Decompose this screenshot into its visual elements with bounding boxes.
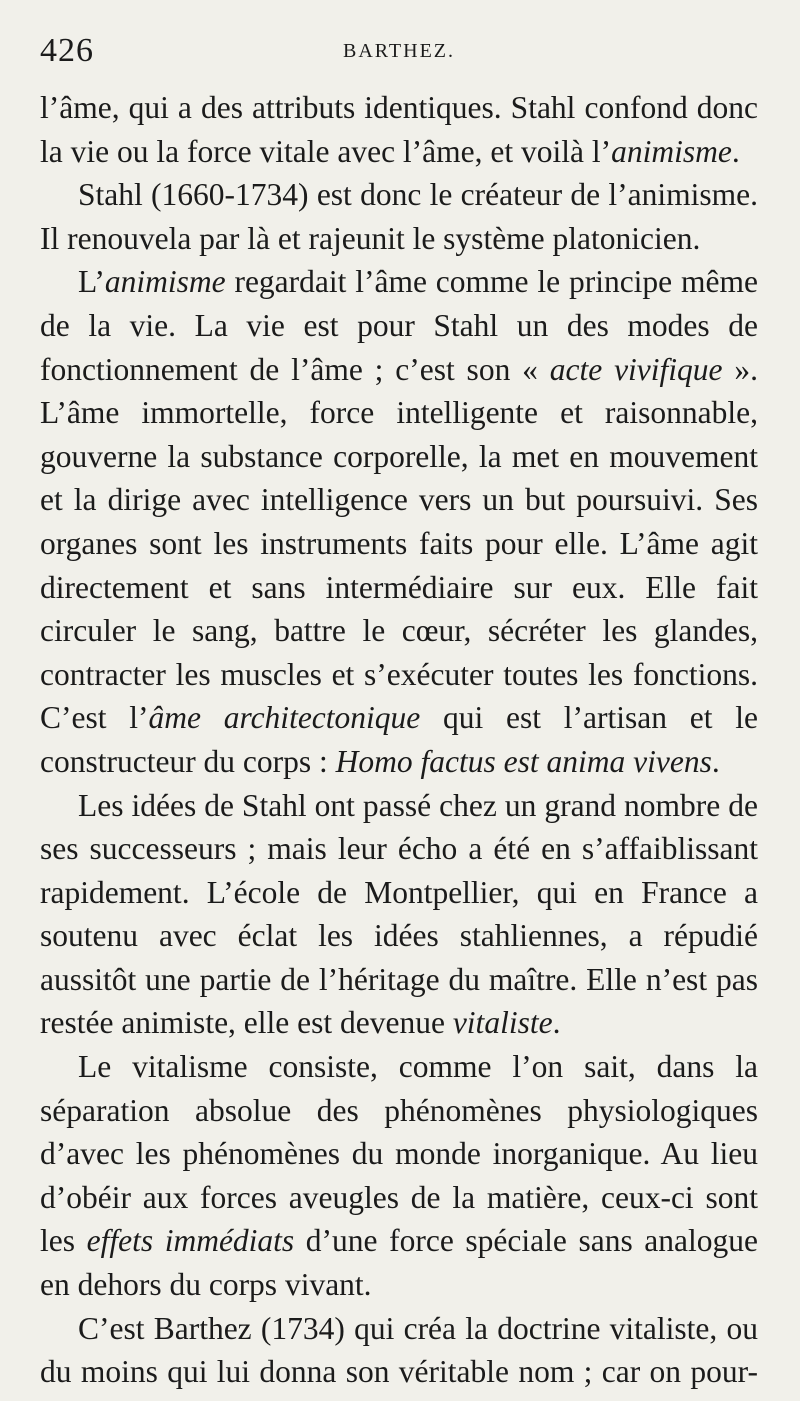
italic-text: animisme bbox=[611, 133, 732, 169]
italic-text: effets immédiats bbox=[86, 1223, 295, 1259]
running-head: BARTHEZ. bbox=[342, 40, 455, 62]
paragraph bbox=[40, 1045, 758, 1307]
text-run: . bbox=[711, 743, 720, 779]
italic-text: âme architectonique bbox=[148, 700, 421, 736]
paragraph bbox=[40, 86, 758, 173]
text-run: C’est Barthez (1734) qui créa la doctrine vitaliste, ou du moins qui lui donna son véritable nom ; car on pour- bbox=[40, 1310, 758, 1390]
text-run: L’ bbox=[78, 264, 105, 300]
text-run: qui est l’artisan et le constructeur du corps : bbox=[40, 700, 758, 779]
text-run: Stahl (1660-1734) est donc le créateur de l’animisme. Il renouvela par là et rajeunit le système platonicien. bbox=[40, 177, 758, 256]
paragraph bbox=[40, 260, 758, 783]
paragraph bbox=[40, 173, 758, 260]
text-run: d’une force spéciale sans analogue en dehors du corps vivant. bbox=[40, 1223, 759, 1303]
text-run: ». L’âme immortelle, force intelligente et raisonnable, gouverne la substance corporelle, la met en mouvement et la dirige avec intelligence vers un but poursuivi. Ses organes sont les instruments faits pour elle. L’âme agit directement et sans intermédiaire sur eux. Elle fait circuler le sang, battre le cœur, sécréter les glandes, contracter les muscles et s’exécuter toutes les fonctions. C’est l’ bbox=[40, 351, 758, 736]
page-body bbox=[40, 86, 758, 1394]
italic-text: vitaliste bbox=[452, 1005, 553, 1041]
text-run: Le vitalisme consiste, comme l’on sait, dans la séparation absolue des phénomènes physiologiques d’avec les phénomènes du monde inorganique. Au lieu d’obéir aux forces aveugles de la matière, ceux-ci sont les bbox=[40, 1049, 758, 1259]
page-header bbox=[40, 28, 758, 86]
page-number: 426 bbox=[40, 32, 94, 69]
paragraph bbox=[40, 1307, 758, 1394]
text-run: . bbox=[552, 1005, 561, 1041]
text-run: l’âme, qui a des attributs identiques. Stahl confond donc la vie ou la force vitale avec l’âme, et voilà l’ bbox=[40, 90, 758, 169]
paragraph bbox=[40, 784, 758, 1046]
italic-text: animisme bbox=[104, 264, 226, 300]
text-run: regardait l’âme comme le principe même de la vie. La vie est pour Stahl un des modes de fonctionnement de l’âme ; c’est son « bbox=[40, 264, 758, 387]
text-run: . bbox=[731, 133, 740, 169]
text-run: Les idées de Stahl ont passé chez un grand nombre de ses successeurs ; mais leur écho a été en s’affaiblissant rapidement. L’école de Montpellier, qui en France a soutenu avec éclat les idées stahliennes, a répudié aussitôt une partie de l’héritage du maître. Elle n’est pas restée animiste, elle est devenue bbox=[40, 787, 758, 1041]
italic-text: acte vivifique bbox=[549, 351, 723, 387]
italic-text: Homo factus est anima vivens bbox=[335, 743, 712, 779]
